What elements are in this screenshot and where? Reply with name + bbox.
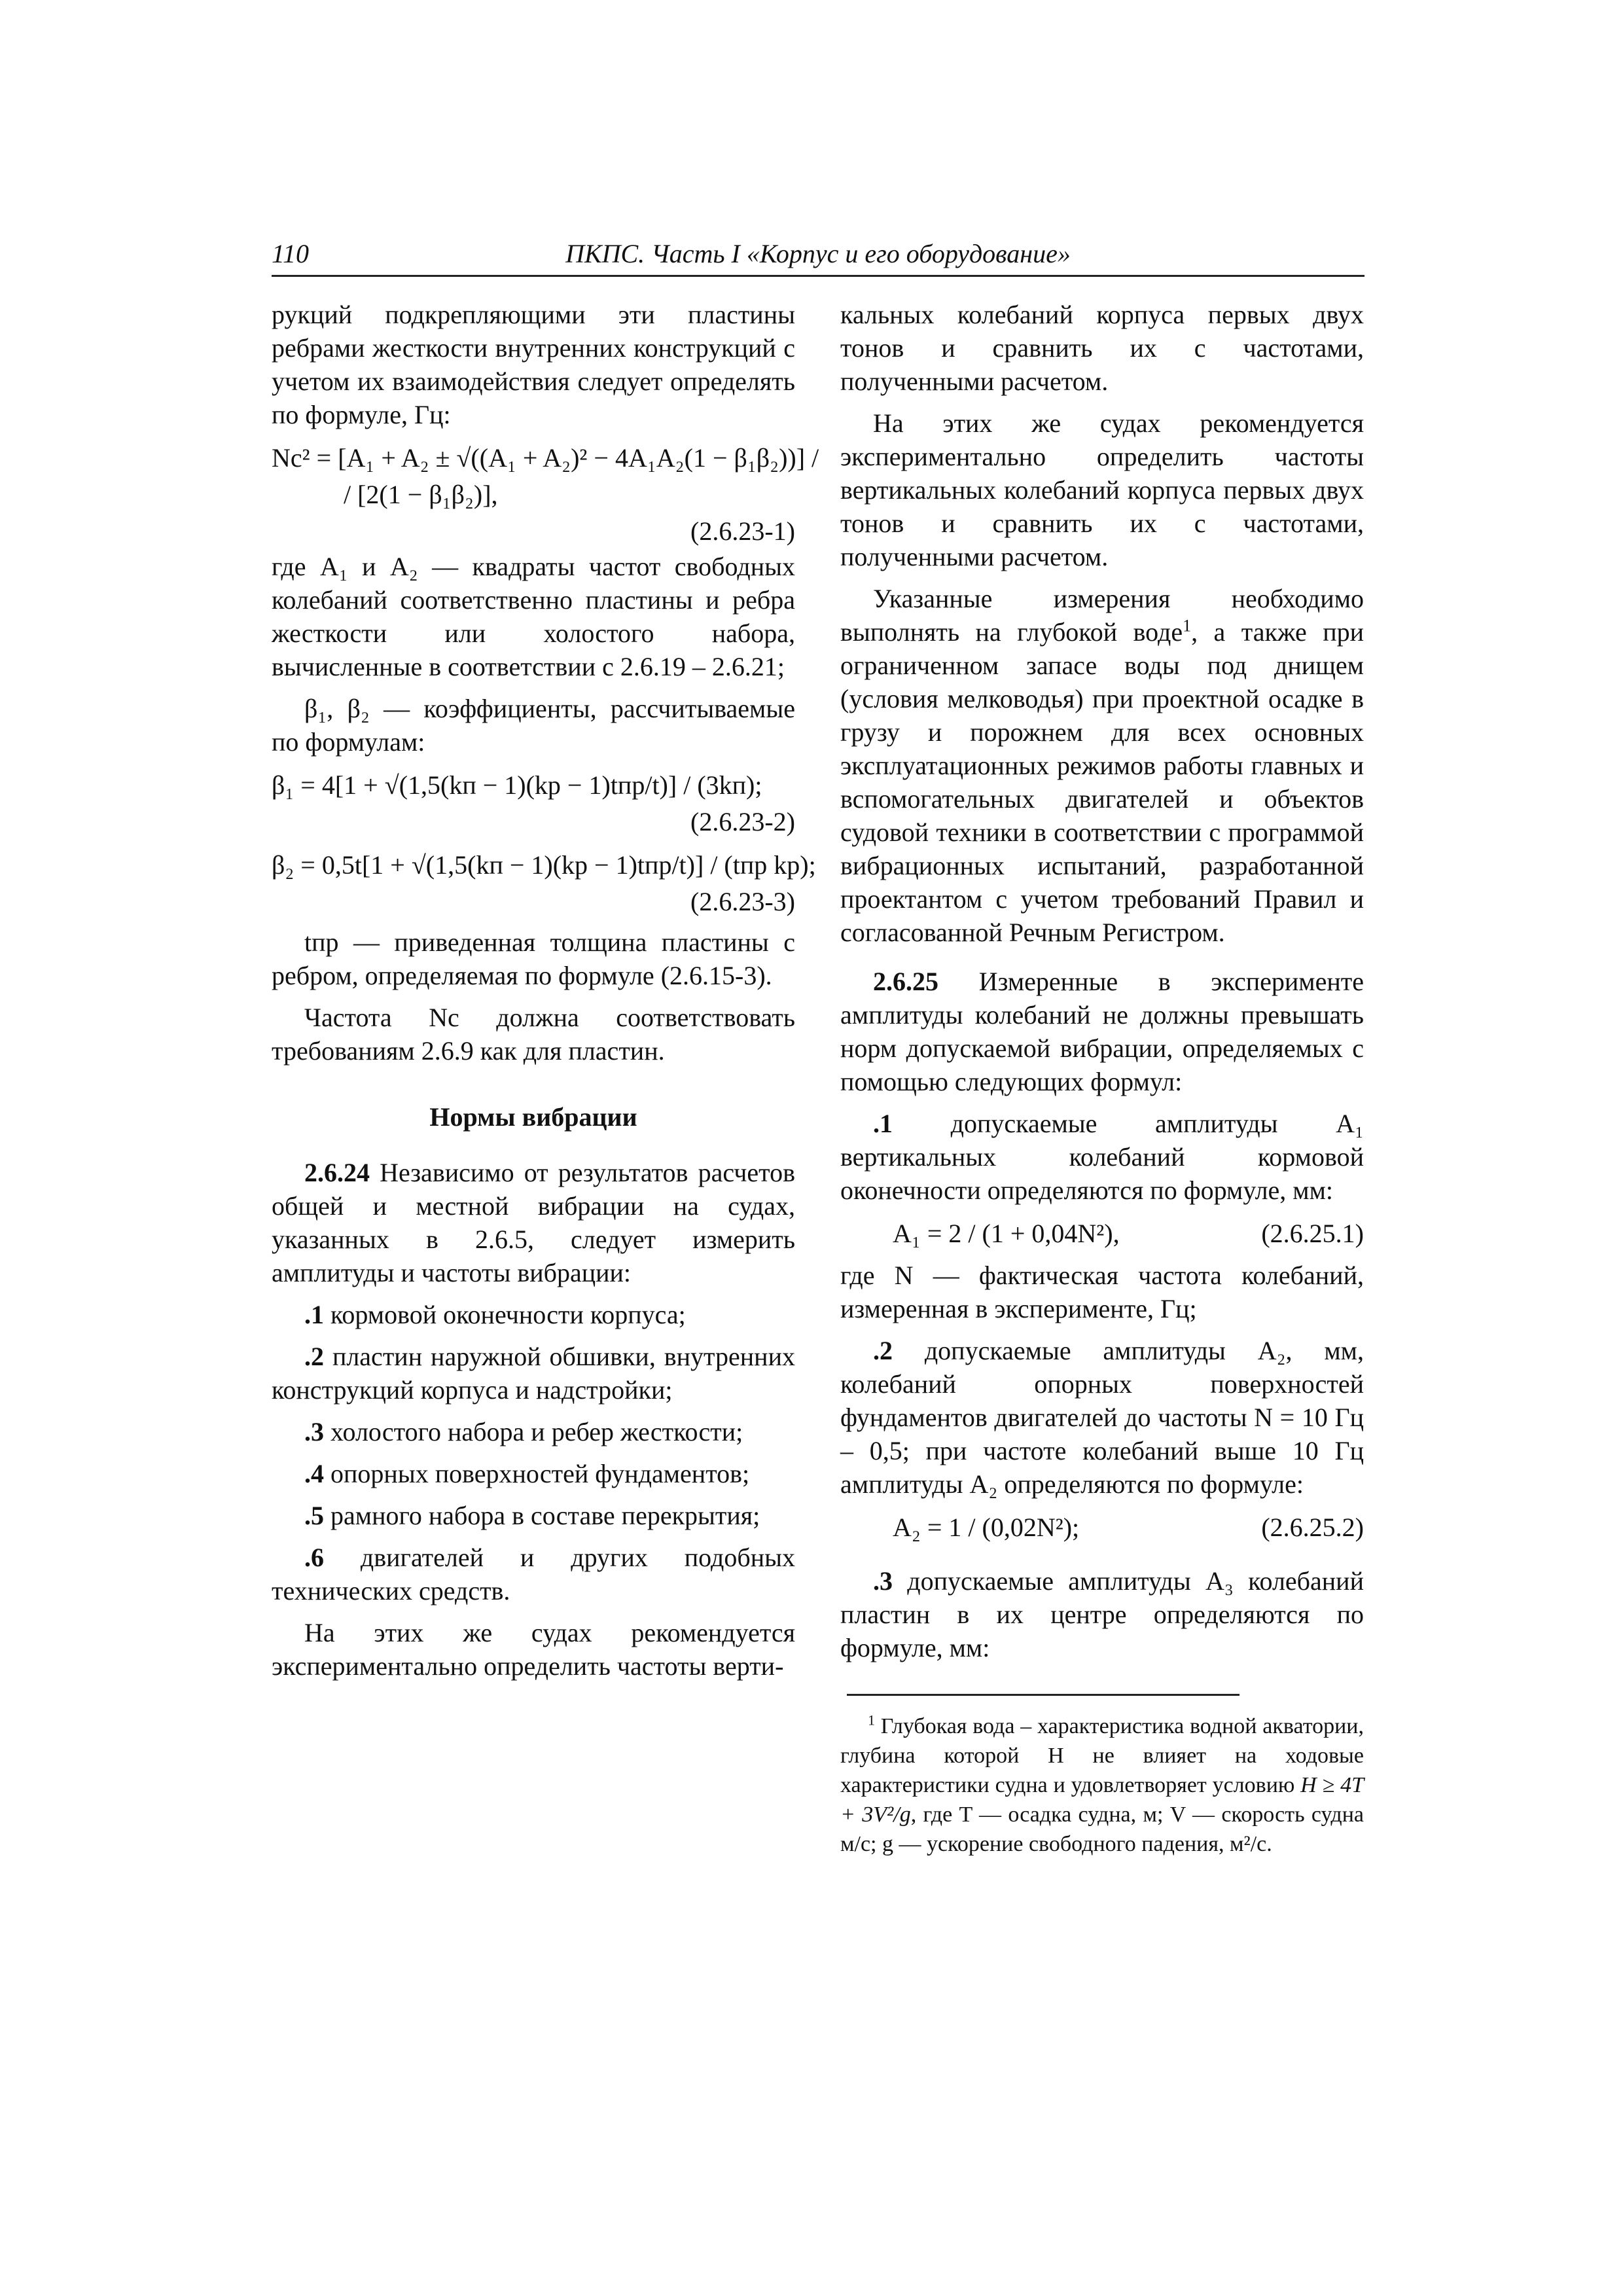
paragraph [840,1107,1364,1207]
paragraph-text: , а также при ограниченном запасе воды под днищем (условия мелководья) при проектной осадке в грузу и порожнем для всех основных эксплуатационных режимов работы главных и вспомогательных двигателей и объектов судовой техники в соответствии с программой вибрационных испытаний, разработанной проектантом с учетом требований Правил и согласованной Речным Регистром. [840,617,1364,947]
paragraph: β₁, β₂ — коэффициенты, рассчитываемые по формулам: [272,694,795,757]
footnote [840,1712,1364,1859]
paragraph: На этих же судах рекомендуется экспериментально определить частоты вертикальных колебаний корпуса первых двух тонов и сравнить их с частотами, полученными расчетом. [840,408,1364,571]
footnote-formula: H ≥ 4T + 3V²/g [840,1773,1364,1827]
item-number: .3 [873,1566,893,1596]
item-text: холостого набора и ребер жесткости; [324,1417,743,1446]
paragraph [840,1564,1364,1664]
paragraph [840,582,1364,949]
page-number: 110 [272,239,310,268]
formula-line: / [2(1 − β₁β₂)], [344,480,498,509]
footnote-divider [847,1694,1240,1696]
paragraph: где A₁ и A₂ — квадраты частот свободных колебаний соответственно пластины и ребра жесткости или холостого набора, вычисленные в соответствии с 2.6.19 – 2.6.21; [272,552,795,681]
paragraph: кальных колебаний корпуса первых двух тонов и сравнить их с частотами, полученными расчетом. [840,300,1364,396]
clause-text: Измеренные в эксперименте амплитуды колебаний не должны превышать норм допускаемой вибрации, определяемых с помощью следующих формул: [840,967,1364,1096]
clause-text: Независимо от результатов расчетов общей и местной вибрации на судах, указанных в 2.6.5, следует измерить амплитуды и частоты вибрации: [272,1158,795,1287]
item-text: опорных поверхностей фундаментов; [324,1459,750,1488]
item-number: .1 [873,1109,893,1138]
paragraph [840,1334,1364,1501]
formula-line: A₂ = 1 / (0,02N²); [893,1513,1080,1542]
right-column [840,298,1364,1859]
formula-line: Nc² = [A₁ + A₂ ± √((A₁ + A₂)² − 4A₁A₂(1 − β₁β₂))] / [272,443,819,473]
formula-2-6-25-1 [840,1215,1364,1252]
equation-number: (2.6.25.1) [1261,1219,1364,1248]
formula-2-6-25-2 [840,1509,1364,1546]
footnote-text: Глубокая вода – характеристика водной акватории, глубина которой H не влияет на ходовые характеристики судна и удовлетворяет условию [840,1714,1364,1797]
item-number: .5 [304,1501,324,1530]
formula-2-6-23-1 [272,440,819,550]
formula-line: A₁ = 2 / (1 + 0,04N²), [893,1219,1120,1248]
item-text: допускаемые амплитуды A₂, мм, колебаний опорных поверхностей фундаментов двигателей до частоты N = 10 Гц – 0,5; при частоте колебаний выше 10 Гц амплитуды A₂ определяются по формуле: [840,1336,1364,1499]
equation-number: (2.6.23-2) [690,807,795,836]
paragraph: рукций подкрепляющими эти пластины ребрами жесткости внутренних конструкций с учетом их взаимодействия следует определять по формуле, Гц: [272,300,795,429]
item-text: допускаемые амплитуды A₃ колебаний пластин в их центре определяются по формуле, мм: [840,1566,1364,1662]
list-item [272,1457,795,1490]
paragraph: tпр — приведенная толщина пластины с ребром, определяемая по формуле (2.6.15-3). [272,927,795,990]
running-header [272,237,1364,277]
item-text: двигателей и других подобных технических средств. [272,1543,795,1605]
formula-2-6-23-3 [272,847,816,920]
list-item [272,1340,795,1407]
formula-line: β₁ = 4[1 + √(1,5(kп − 1)(kр − 1)tпр/t)] / (3kп); [272,770,762,800]
item-number: .1 [304,1300,324,1329]
footnote-text: , где T — осадка судна, м; V — скорость судна м/с; g — ускорение свободного падения, м²/с. [840,1803,1364,1856]
item-text: допускаемые амплитуды A₁ вертикальных колебаний кормовой оконечности определяются по формуле, мм: [840,1109,1364,1205]
item-text: рамного набора в составе перекрытия; [324,1501,760,1530]
footnote-reference: 1 [1183,616,1192,636]
item-text: кормовой оконечности корпуса; [324,1300,686,1329]
item-number: .3 [304,1417,324,1446]
paragraph: где N — фактическая частота колебаний, измеренная в эксперименте, Гц; [840,1261,1364,1323]
item-number: .2 [304,1342,324,1371]
clause-number: 2.6.25 [873,967,938,996]
formula-2-6-23-2 [272,767,795,840]
list-item [272,1415,795,1448]
left-column [272,298,819,1691]
paragraph [840,965,1364,1098]
equation-number: (2.6.23-3) [690,887,795,916]
clause-number: 2.6.24 [304,1158,370,1187]
paragraph: Частота Nc должна соответствовать требованиям 2.6.9 как для пластин. [272,1003,795,1066]
paragraph-text: Указанные измерения необходимо выполнять на глубокой воде [840,584,1364,647]
equation-number: (2.6.25.2) [1261,1513,1364,1542]
equation-number: (2.6.23-1) [690,516,795,546]
list-item [272,1499,795,1532]
footnote-marker: 1 [868,1712,875,1729]
item-text: пластин наружной обшивки, внутренних конструкций корпуса и надстройки; [272,1342,795,1405]
list-item [272,1298,795,1331]
running-title: ПКПС. Часть I «Корпус и его оборудование» [565,239,1071,268]
item-number: .6 [304,1543,324,1572]
section-heading: Нормы вибрации [429,1102,637,1132]
item-number: .4 [304,1459,324,1488]
item-number: .2 [873,1336,893,1365]
paragraph [272,1156,795,1289]
list-item [272,1541,795,1607]
paragraph: На этих же судах рекомендуется экспериментально определить частоты верти- [272,1618,795,1681]
formula-line: β₂ = 0,5t[1 + √(1,5(kп − 1)(kр − 1)tпр/t)] / (tпр kр); [272,850,816,880]
